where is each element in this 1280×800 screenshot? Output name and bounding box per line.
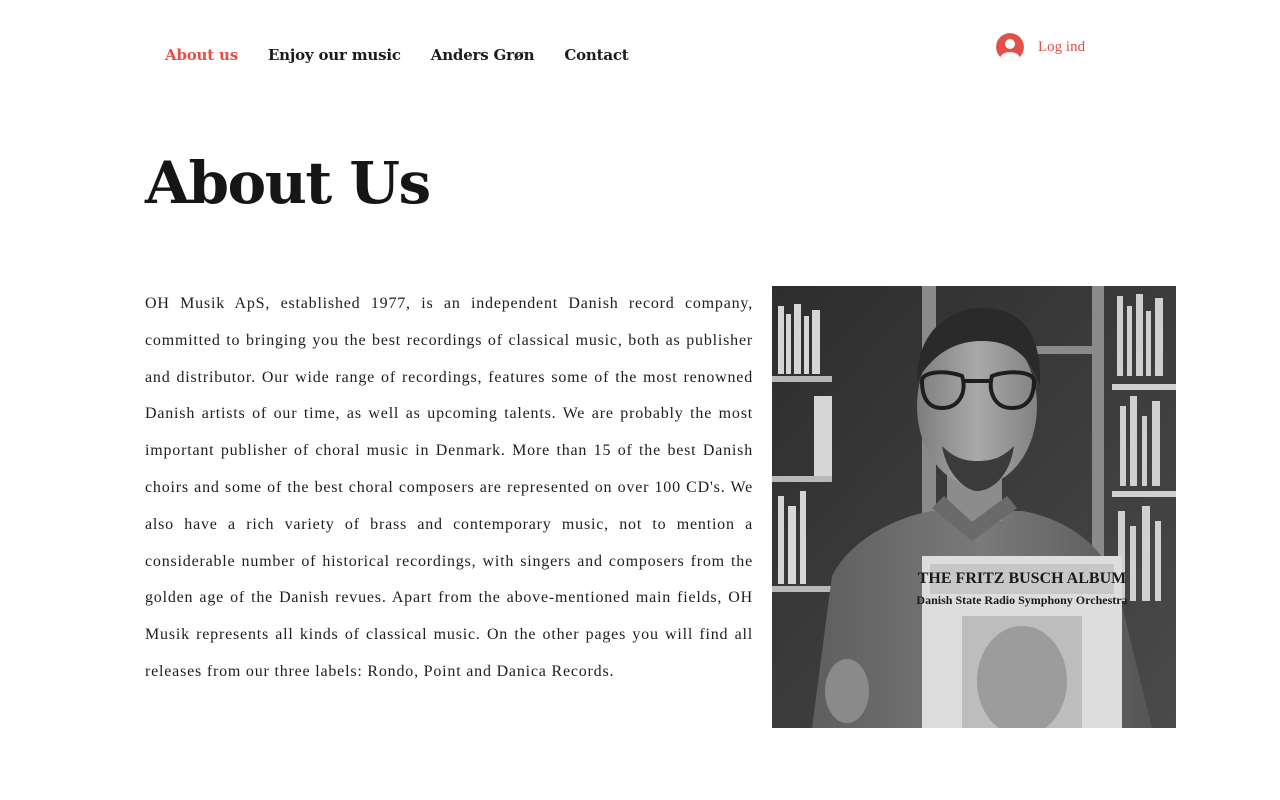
nav-item-about-us[interactable]: About us — [165, 46, 238, 64]
login-label[interactable]: Log ind — [1038, 38, 1086, 55]
main-nav — [150, 40, 644, 70]
album-title: THE FRITZ BUSCH ALBUM — [917, 570, 1127, 587]
page-title: About Us — [145, 149, 430, 217]
login-button[interactable] — [996, 31, 1085, 63]
nav-item-enjoy-our-music[interactable]: Enjoy our music — [267, 46, 401, 64]
nav-item-contact[interactable]: Contact — [564, 46, 629, 64]
about-photo — [772, 286, 1176, 728]
user-avatar-icon[interactable] — [996, 33, 1024, 61]
album-subtitle: Danish State Radio Symphony Orchestra — [916, 593, 1128, 607]
nav-item-anders-gron[interactable]: Anders Grøn — [430, 46, 535, 64]
about-text: OH Musik ApS, established 1977, is an independent Danish record company, committed to bringing you the best recordings of classical music, both as publisher and distributor. Our wide range of recordings, features some of the most renowned Danish artists of our time, as well as upcoming talents. We are probably the most important publisher of choral music in Denmark. More than 15 of the best Danish choirs and some of the best choral composers are represented on over 100 CD's. We also have a rich variety of brass and contemporary music, not to mention a considerable number of historical recordings, with singers and composers from the golden age of the Danish revues. Apart from the above-mentioned main fields, OH Musik represents all kinds of classical music. On the other pages you will find all releases from our three labels: Rondo, Point and Danica Records. — [145, 295, 753, 680]
